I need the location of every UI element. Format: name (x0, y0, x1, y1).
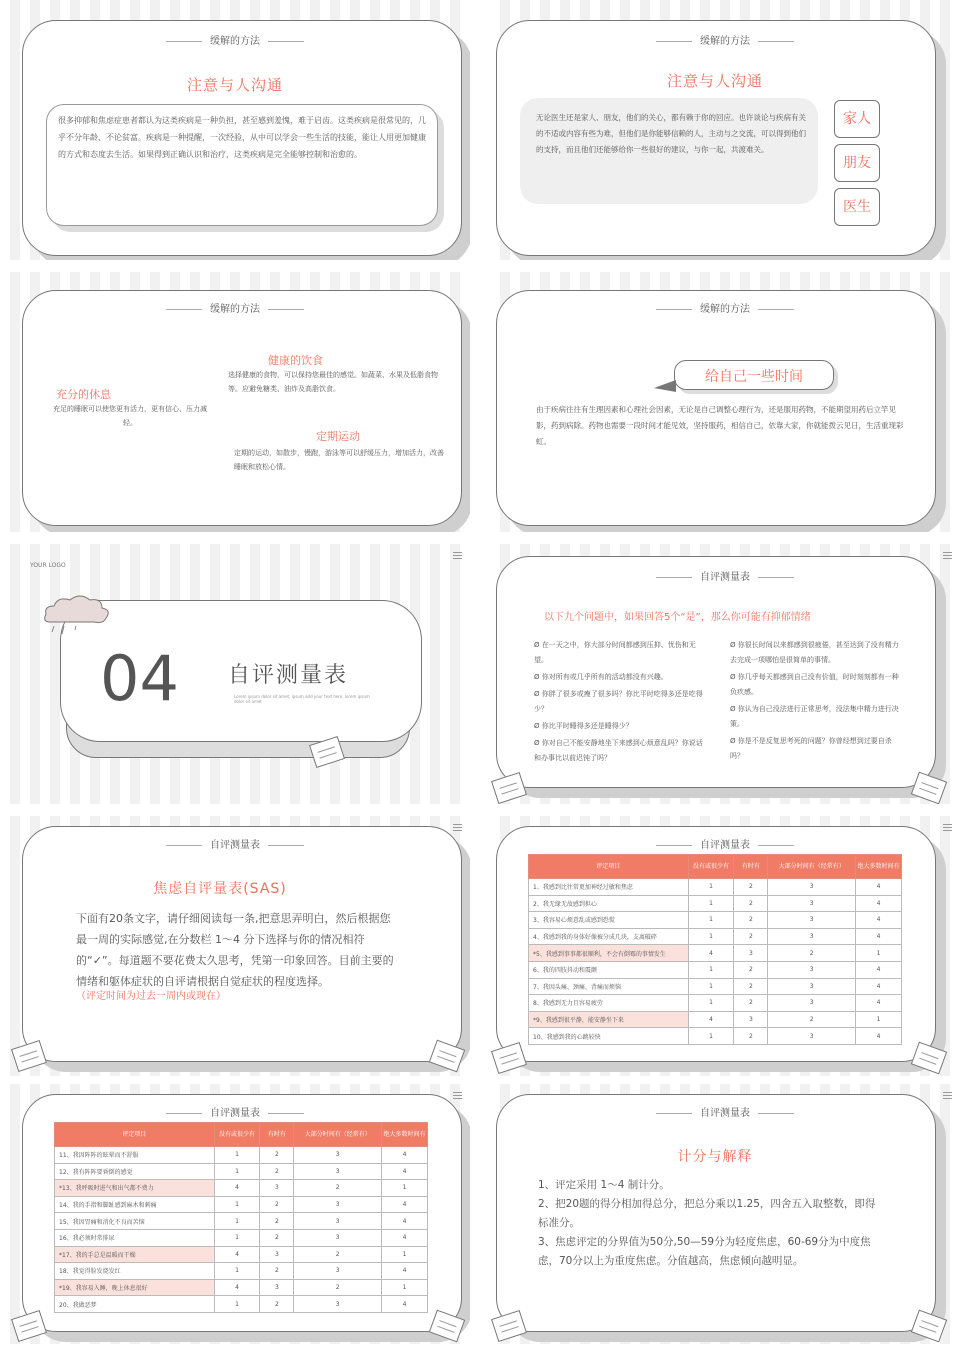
section-subtitle: Lorem ipsum dolor sit amet, ipsum add your text here, lorem ipsum dolor sit amet (234, 694, 370, 704)
col-header: 有时有 (734, 855, 768, 879)
col-header: 绝大多数时间有 (382, 1123, 428, 1147)
item-cell: 4、我感到我的身体好像被分成几块，支离破碎 (529, 928, 689, 945)
slide-2 (490, 0, 960, 260)
score-cell: 4 (382, 1263, 428, 1280)
score-cell: 3 (260, 1279, 294, 1296)
score-cell: 2 (734, 912, 768, 929)
question-item: Ø 你对所有或几乎所有的活动都没有兴趣。 (534, 673, 668, 681)
slide-header (0, 300, 470, 315)
item-cell: *19、我容易入睡，晚上休息很好 (55, 1279, 215, 1296)
scoring-line: 3、焦虑评定的分界值为50分,50—59分为轻度焦虑，60-69分为中度焦虑，70分以上为重度焦虑。分值越高，焦虑倾向越明显。 (538, 1236, 871, 1267)
item-cell: 7、我因头痛、颈痛、背痛而烦恼 (529, 978, 689, 995)
exercise-title: 定期运动 (316, 430, 360, 443)
score-cell: 2 (260, 1229, 294, 1246)
score-cell: 3 (294, 1163, 382, 1180)
item-cell: 20、我做恶梦 (55, 1296, 215, 1313)
table-row (55, 1180, 428, 1197)
score-cell: 2 (734, 978, 768, 995)
score-cell: 3 (768, 895, 856, 912)
table-header-row (529, 855, 902, 879)
col-header: 有时有 (260, 1123, 294, 1147)
score-cell: 4 (856, 912, 902, 929)
score-cell: 1 (382, 1246, 428, 1263)
score-cell: 1 (856, 945, 902, 962)
section-title: 计分与解释 (677, 1149, 753, 1165)
score-cell: 2 (260, 1163, 294, 1180)
header-text: 自评测量表 (210, 840, 260, 851)
table-row (55, 1147, 428, 1164)
slide-10 (490, 1084, 960, 1344)
paper-icon (429, 1040, 465, 1073)
score-cell: 3 (294, 1196, 382, 1213)
score-cell: 1 (688, 978, 734, 995)
table-row (529, 995, 902, 1012)
exercise-text: 定期的运动，如散步，慢跑，游泳等可以舒缓压力，增加活力，改善睡眠和放松心情。 (234, 449, 444, 471)
menu-icon[interactable] (943, 824, 952, 833)
header-text: 自评测量表 (700, 840, 750, 851)
menu-icon[interactable] (943, 1092, 952, 1101)
question-item: Ø 你对自己不能安静地坐下来感到心烦意乱吗？你说话和办事比以前迟钝了吗？ (534, 739, 703, 762)
body-text: 很多抑郁和焦虑症患者都认为这类疾病是一种负担，甚至感到羞愧，难于启齿。这类疾病是很常见的，几乎不分年龄、不论贫富。疾病是一种提醒，一次经验，从中可以学会一些生活的技能，能让人用更加健康的方式和态度去生活。如果得到正确认识和治疗，这类疾病是完全能够控制和治愈的。 (58, 116, 426, 159)
slide-header (490, 32, 960, 47)
score-cell: 4 (382, 1163, 428, 1180)
col-header: 没有或很少有 (214, 1123, 260, 1147)
col-header: 大部分时间有（经常有） (768, 855, 856, 879)
diet-title: 健康的饮食 (268, 354, 323, 367)
score-cell: 2 (294, 1246, 382, 1263)
score-cell: 3 (768, 912, 856, 929)
score-cell: 1 (688, 995, 734, 1012)
score-cell: 1 (214, 1263, 260, 1280)
score-cell: 2 (768, 945, 856, 962)
table-row (529, 928, 902, 945)
score-cell: 2 (734, 961, 768, 978)
question-item: Ø 你很长时间以来都感到很疲倦，甚至达到了没有精力去完成一项哪怕是很简单的事情。 (730, 641, 899, 664)
table-row (55, 1229, 428, 1246)
score-cell: 1 (382, 1180, 428, 1197)
header-text: 缓解的方法 (700, 304, 750, 315)
item-cell: 10、我感到我的心跳较快 (529, 1028, 689, 1045)
score-cell: 2 (734, 1028, 768, 1045)
table-row (529, 961, 902, 978)
menu-icon[interactable] (943, 552, 952, 561)
slide-header (490, 1104, 960, 1119)
menu-icon[interactable] (453, 1092, 462, 1101)
score-cell: 2 (768, 1011, 856, 1028)
chip-friends: 朋友 (834, 144, 880, 182)
table-row (529, 895, 902, 912)
right-questions (730, 638, 900, 766)
score-cell: 3 (768, 961, 856, 978)
sas-table-part2 (54, 1122, 428, 1313)
table-row (55, 1246, 428, 1263)
score-cell: 3 (294, 1263, 382, 1280)
slide-header (0, 32, 470, 47)
paper-icon (911, 1310, 947, 1343)
score-cell: 4 (688, 1011, 734, 1028)
scoring-list (538, 1176, 878, 1271)
table-row (529, 912, 902, 929)
menu-icon[interactable] (453, 552, 462, 561)
score-cell: 2 (294, 1279, 382, 1296)
score-cell: 1 (688, 879, 734, 896)
slide-header (0, 836, 470, 851)
header-text: 缓解的方法 (210, 304, 260, 315)
question-item: Ø 你胖了很多或瘦了很多吗？你比平时吃得多还是吃得少？ (534, 690, 703, 713)
question-item: Ø 你认为自己没法进行正常思考，没法集中精力进行决策。 (730, 705, 899, 728)
bubble-tail (654, 380, 676, 392)
item-cell: *13、我呼吸时进气和出气都不费力 (55, 1180, 215, 1197)
item-cell: 2、我无缘无故感到担心 (529, 895, 689, 912)
table-header-row (55, 1123, 428, 1147)
score-cell: 2 (260, 1263, 294, 1280)
item-cell: 15、我因胃痛和消化不良而苦恼 (55, 1213, 215, 1230)
table-row (55, 1263, 428, 1280)
table-row (55, 1213, 428, 1230)
score-cell: 4 (382, 1196, 428, 1213)
section-title: 注意与人沟通 (186, 76, 283, 94)
score-cell: 1 (688, 1028, 734, 1045)
score-cell: 4 (688, 945, 734, 962)
scoring-line: 1、评定采用 1～4 制计分。 (538, 1179, 670, 1191)
diet-text: 选择健康的食物，可以保持您最佳的感觉。如蔬菜、水果及低脂食物等。应避免糖类、油炸及高脂饮食。 (228, 371, 438, 393)
score-cell: 4 (856, 879, 902, 896)
score-cell: 1 (214, 1147, 260, 1164)
table-row (55, 1163, 428, 1180)
item-cell: 16、我必须时常排尿 (55, 1229, 215, 1246)
score-cell: 4 (214, 1246, 260, 1263)
header-text: 缓解的方法 (210, 36, 260, 47)
score-cell: 3 (260, 1180, 294, 1197)
item-cell: 18、我觉得脸发烧发红 (55, 1263, 215, 1280)
section-title: 焦虑自评量表(SAS) (153, 881, 287, 897)
question-item: Ø 你比平时睡得多还是睡得少？ (534, 722, 633, 730)
item-cell: 1、我感到比往常更加神经过敏和焦虑 (529, 879, 689, 896)
score-cell: 4 (382, 1147, 428, 1164)
score-cell: 4 (382, 1229, 428, 1246)
score-cell: 3 (768, 978, 856, 995)
cloud-icon (40, 592, 120, 642)
sas-table-part1 (528, 854, 902, 1045)
table-row (529, 879, 902, 896)
rest-text: 充足的睡眠可以使您更有活力，更有信心、压力减轻。 (53, 405, 207, 427)
score-cell: 3 (294, 1213, 382, 1230)
table-body (55, 1147, 428, 1313)
slide-3 (0, 272, 470, 532)
header-text: 缓解的方法 (700, 36, 750, 47)
item-cell: *9、我感到很平静，能安静坐下来 (529, 1011, 689, 1028)
score-cell: 1 (382, 1279, 428, 1296)
rest-title: 充分的休息 (56, 388, 111, 401)
table-row (529, 978, 902, 995)
body-text: 下面有20条文字，请仔细阅读每一条,把意思弄明白，然后根据您最一周的实际感觉,在分数栏 1～4 分下选择与你的情况相符的“✓”。每道题不要花费太久思考，凭第一印象回答。目前主要的情绪和躯体症状的自评请根据自觉症状的程度选择。 (76, 912, 394, 988)
score-cell: 3 (734, 1011, 768, 1028)
score-cell: 3 (768, 995, 856, 1012)
score-cell: 3 (260, 1246, 294, 1263)
score-cell: 1 (214, 1229, 260, 1246)
col-header: 大部分时间有（经常有） (294, 1123, 382, 1147)
header-text: 自评测量表 (700, 572, 750, 583)
score-cell: 3 (734, 945, 768, 962)
score-cell: 2 (294, 1180, 382, 1197)
menu-icon[interactable] (453, 824, 462, 833)
header-text: 自评测量表 (210, 1108, 260, 1119)
slide-8 (490, 816, 960, 1076)
section-number: 04 (100, 642, 179, 715)
score-cell: 2 (260, 1147, 294, 1164)
slide-1 (0, 0, 470, 260)
table-row (529, 945, 902, 962)
col-header: 没有或很少有 (688, 855, 734, 879)
score-cell: 3 (768, 1028, 856, 1045)
table-row (55, 1196, 428, 1213)
score-cell: 2 (734, 879, 768, 896)
slide-header (490, 300, 960, 315)
question-item: Ø 你几乎每天都感到自己没有价值，时时刻刻都有一种负疚感。 (730, 673, 899, 696)
slide-9 (0, 1084, 470, 1344)
header-text: 自评测量表 (700, 1108, 750, 1119)
col-header: 评定项目 (55, 1123, 215, 1147)
score-cell: 2 (260, 1196, 294, 1213)
item-cell: *5、我感到事事都很顺利，不会有倒霉的事情发生 (529, 945, 689, 962)
score-cell: 1 (214, 1296, 260, 1313)
table-row (55, 1279, 428, 1296)
score-cell: 4 (214, 1279, 260, 1296)
item-cell: *17、我的手总是温暖而干燥 (55, 1246, 215, 1263)
question-item: Ø 你是不是反复思考死的问题？你曾经想到过要自杀吗？ (730, 737, 892, 760)
logo: YOUR LOGO (30, 562, 66, 569)
score-cell: 3 (294, 1147, 382, 1164)
score-cell: 3 (768, 928, 856, 945)
slide-6 (490, 544, 960, 804)
score-cell: 1 (688, 895, 734, 912)
score-cell: 4 (856, 895, 902, 912)
slide-header (490, 836, 960, 851)
table-row (529, 1011, 902, 1028)
table-row (55, 1296, 428, 1313)
score-cell: 3 (294, 1229, 382, 1246)
score-cell: 2 (260, 1213, 294, 1230)
paper-icon (911, 772, 947, 804)
slide-7 (0, 816, 470, 1076)
body-text: 由于疾病往往有生理因素和心理社会因素，无论是自己调整心理行为，还是服用药物，不能期望用药后立竿见影，药到病除。药物也需要一段时间才能见效，坚持服药，相信自己，依靠大家，你就能拨云见日，生活重现彩虹。 (536, 405, 904, 446)
score-cell: 1 (688, 912, 734, 929)
section-title: 注意与人沟通 (666, 72, 763, 90)
score-cell: 1 (688, 961, 734, 978)
body-text: 无论医生还是家人、朋友，他们的关心，都有赖于你的回应。也许谈论与疾病有关的不适或内容有些为难，但他们是你能够信赖的人，主动与之交流，可以得到他们的支持，而且他们还能够给你一些很好的建议，与你一起，共渡难关。 (536, 113, 806, 154)
col-header: 评定项目 (529, 855, 689, 879)
slide-4 (490, 272, 960, 532)
score-cell: 4 (214, 1180, 260, 1197)
score-cell: 1 (214, 1213, 260, 1230)
item-cell: 11、我因阵阵的眩晕而不舒服 (55, 1147, 215, 1164)
note-text: （评定时间为过去一周内或现在） (76, 991, 226, 1002)
left-questions (534, 638, 704, 768)
paper-icon (429, 1310, 465, 1343)
scoring-line: 2、把20题的得分相加得总分，把总分乘以1.25，四舍五入取整数，即得标准分。 (538, 1198, 876, 1229)
score-cell: 4 (382, 1296, 428, 1313)
score-cell: 3 (768, 879, 856, 896)
score-cell: 4 (382, 1213, 428, 1230)
score-cell: 2 (734, 895, 768, 912)
score-cell: 2 (260, 1296, 294, 1313)
score-cell: 1 (856, 1011, 902, 1028)
score-cell: 4 (856, 995, 902, 1012)
item-cell: 14、我的手指和脚趾感到麻木和刺痛 (55, 1196, 215, 1213)
score-cell: 4 (856, 978, 902, 995)
slide-header (0, 1104, 470, 1119)
intro-text: 以下九个问题中，如果回答5个“是”，那么你可能有抑郁情绪 (544, 612, 811, 623)
score-cell: 3 (294, 1296, 382, 1313)
score-cell: 2 (734, 928, 768, 945)
item-cell: 3、我容易心烦意乱或感到恐慌 (529, 912, 689, 929)
table-row (529, 1028, 902, 1045)
score-cell: 2 (734, 995, 768, 1012)
score-cell: 4 (856, 928, 902, 945)
question-item: Ø 在一天之中，你大部分时间都感到压抑、忧伤和无望。 (534, 641, 696, 664)
item-cell: 6、我的四肢抖动和震颤 (529, 961, 689, 978)
score-cell: 4 (856, 961, 902, 978)
slide-header (490, 568, 960, 583)
chip-family: 家人 (834, 100, 880, 138)
score-cell: 1 (214, 1196, 260, 1213)
chip-doctor: 医生 (834, 188, 880, 226)
item-cell: 12、我有阵阵要昏倒的感觉 (55, 1163, 215, 1180)
paper-icon (911, 1042, 947, 1075)
item-cell: 8、我感到无力且容易疲劳 (529, 995, 689, 1012)
slide-5 (0, 544, 470, 804)
score-cell: 1 (688, 928, 734, 945)
col-header: 绝大多数时间有 (856, 855, 902, 879)
table-body (529, 879, 902, 1045)
score-cell: 4 (856, 1028, 902, 1045)
score-cell: 1 (214, 1163, 260, 1180)
section-title: 自评测量表 (228, 663, 349, 688)
bubble-text: 给自己一些时间 (705, 369, 803, 385)
